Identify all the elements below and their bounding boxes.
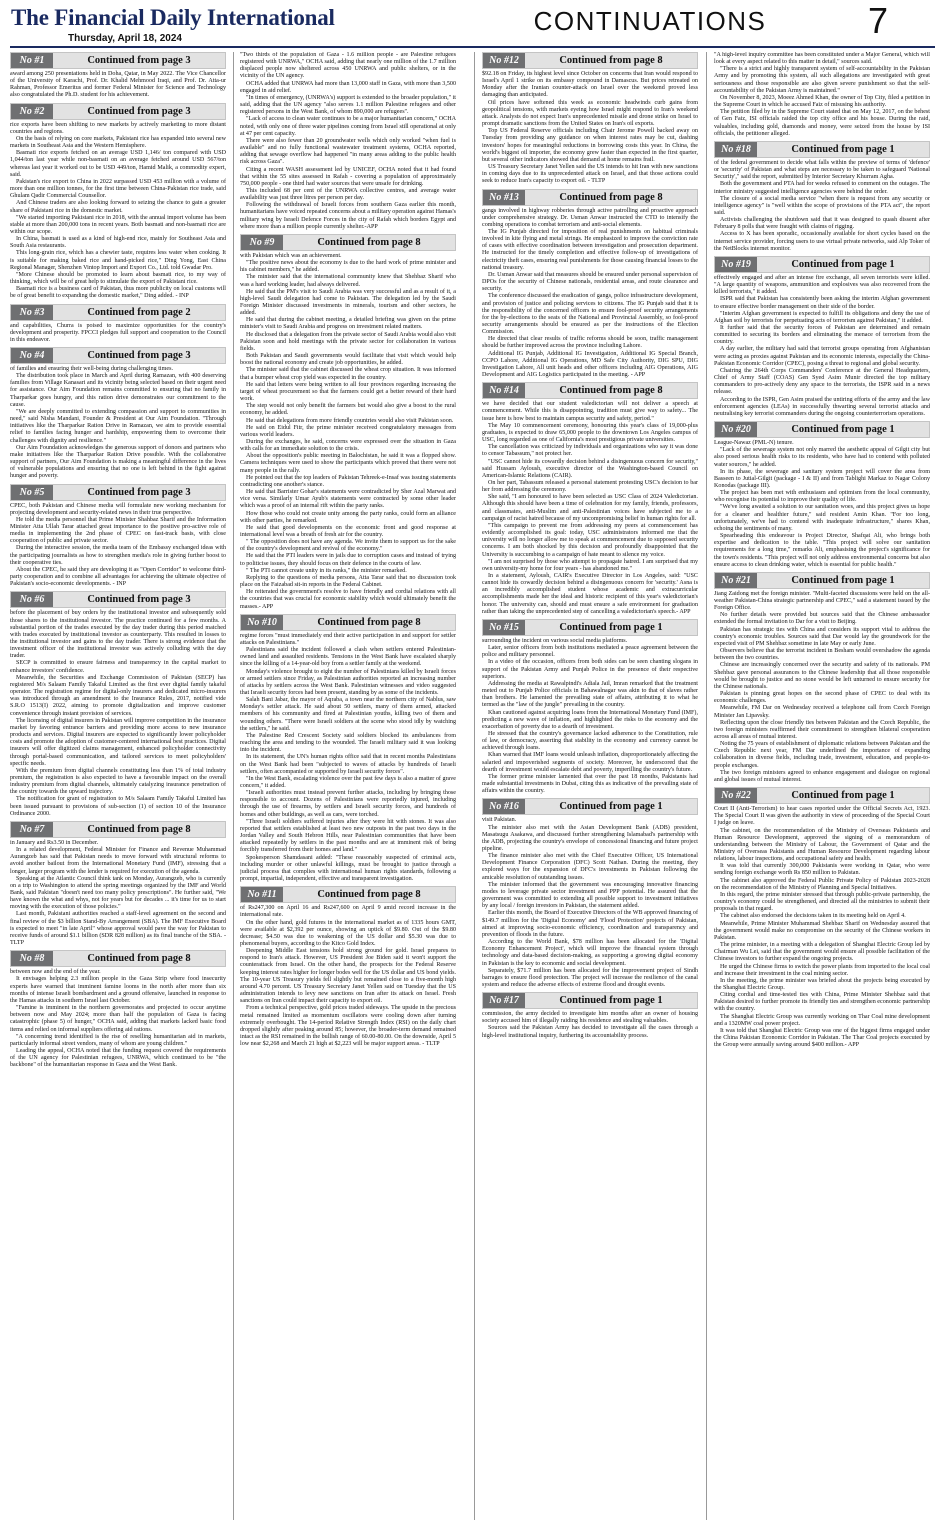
body-paragraph: It further said that the security forces of Pakistan are determined and remain committed to securing its borders and eliminating the menace of terrorism from the country. xyxy=(714,325,930,346)
body-paragraph: Khan cautioned against acquiring loans from the International Monetary Fund (IMF), predicting a new wave of inflation, and highlighted the risks to the economy and the exacerbation of poverty due to a dearth of investment. xyxy=(482,709,698,730)
masthead xyxy=(0,0,945,52)
body-paragraph: Citing a recent WASH assessment led by UNICEF, OCHA noted that it had found that within the 55 sites assessed in Rafah - covering a population of approximately 750,000 people - one third had water sources that were unsafe for drinking. xyxy=(240,166,456,187)
body-paragraph: of the federal government to decide what falls within the preview of terms of 'defence' or 'security' of Pakistan and what steps are necessary to be taken to safeguard 'National Security'," said the report, submitted by Interior Secretary Khurram Agha. xyxy=(714,159,930,181)
body-paragraph: How those who could not create unity among the party ranks, could form an alliance with other parties, he remarked. xyxy=(240,510,456,524)
body-paragraph: The step would not only benefit the farmers but would also give a boost to the rural economy, he added. xyxy=(240,403,456,417)
body-paragraph: visit Pakistan. xyxy=(482,817,517,824)
continued-from-label: Continued from page 8 xyxy=(87,823,191,835)
body-paragraph: He said that delegations from more friendly countries would also visit Pakistan soon. xyxy=(246,417,454,424)
body-paragraph: Replying to the questions of media persons, Atta Tarar said that no discussion took place on the Faizabad sit-in reports in the Federal Cabinet. xyxy=(240,574,456,589)
body-paragraph: He pointed out that the top leaders of Pakistan Tehreek-e-Insaf was issuing statements contradicting one another's stance. xyxy=(240,474,456,488)
body-paragraph: regime forces "must immediately end their active participation in and support for settler attacks on Palestinians." xyxy=(240,632,456,646)
body-paragraph: And Chinese traders are also looking forward to seizing the chance to gain a greater share of Pakistani rice in the domestic market. xyxy=(10,200,226,214)
body-paragraph: "I am not surprised by those who attempt to propagate hatred. I am surprised that my own university-my home for four years - has abandoned me." xyxy=(482,558,698,572)
body-paragraph: Palestinians said the incident followed a clash when settlers entered Palestinian-owned land and assaulted residents. Tensions in the West Bank have escalated sharply since the killing of a 14-year-old boy from a settler family at the weekend. xyxy=(240,647,456,668)
column-3 xyxy=(482,52,698,1520)
body-paragraph: During the exchanges, he said, concerns were expressed over the situation in Gaza with calls for an immediate solution to the crisis. xyxy=(240,438,456,453)
body-paragraph: "We are deeply committed to extending compassion and support to communities in need," said Nisha Mandani, Founder & President at Our Aim Foundation. "Through initiatives like the Tharparkar Ration Drive in Ramazan, we aim to provide essential relief to families facing hunger and hardship, empowering them to overcome their challenges with dignity and resilience." xyxy=(10,408,226,444)
story-number: No #8 xyxy=(11,951,53,966)
body-paragraph: According to the World Bank, $78 million has been allocated for the 'Digital Economy Enhancement Project', which will improve the financial system through technology and data-based decision-making, as supporting a growing digital economy in Pakistan is the key to economic and social development. xyxy=(482,939,698,967)
body-paragraph: of families and ensuring their well-being during challenging times. xyxy=(10,366,173,372)
continued-from-label: Continued from page 1 xyxy=(559,621,663,633)
body-paragraph: From a technical perspective, gold prices traded sideways. The upside in the precious metal remained limited as momentum oscillators were cooling down after turning extremely overbought. The 14-period Relative Strength Index (RSI) on the daily chart dropped slightly after peaking around 85; however, the broader-term demand remained intact as the RSI remained in the bullish range of 60.00-80.00. On the downside, April 5 low near $2,268 and March 21 high at $2,223 will be major support areas. - TLTP xyxy=(240,1005,456,1048)
continued-from-label: Continued from page 1 xyxy=(559,995,663,1007)
body-paragraph: Dr. Usman Anwar said that measures should be ensured under personal supervision of DPOs for the security of Chinese nationals, residential areas, and route clearance and security. xyxy=(482,271,698,293)
story-number: No #18 xyxy=(715,142,757,157)
continuation-header xyxy=(482,619,698,636)
continued-from-label: Continued from page 1 xyxy=(791,143,895,155)
continued-from-label: Continued from page 8 xyxy=(317,889,421,901)
story-number: No #11 xyxy=(241,887,283,902)
continuation-header xyxy=(10,103,226,120)
body-paragraph: He said that letters were being written to all four provinces regarding increasing the target of wheat procurement so that the farmers could get a better reward of their hard work. xyxy=(240,381,456,403)
masthead-rule xyxy=(10,46,935,48)
body-paragraph: With the premium from digital channels constituting less than 1% of total industry premium, the registration is also expected to have a favourable impact on the overall industry premium from digital channels, ultimately catalyzing insurance penetration of the country towards the upward trajectory. xyxy=(10,767,226,796)
dateline: Thursday, April 18, 2024 xyxy=(68,33,182,44)
body-paragraph: SECP is committed to ensure fairness and transparency in the capital market to enhance investors' confidence. xyxy=(10,660,226,674)
body-paragraph: In this regard, the prime minister stressed that through public-private partnership, the country's economy could be strengthened, and directed all the ministries to submit their proposals in that regard. xyxy=(714,891,930,913)
continued-from-label: Continued from page 3 xyxy=(87,105,191,117)
story-number: No #4 xyxy=(11,348,53,363)
body-paragraph: He stressed that the country's governance lacked adherence to the Constitution, rule of law, or democracy, asserting that stability in the economy and currency cannot be achieved through loans. xyxy=(482,730,698,752)
body-paragraph: In a related development, Federal Minister for Finance and Revenue Muhammad Aurangzeb has said that Pakistan needs to move forward with structural reforms to avoid another bailout from the International Monetary Fund (IMF), stressing that a longer, larger program with the lender is required for execution of the agenda. xyxy=(10,847,226,875)
body-paragraph: Addressing the media at Rawalpindi's Adiala Jail, Imran remarked that the treatment meted out to Punjab Police officials in Bahawalnagar was akin to that of slaves rather than brothers. He lamented the prevailing state of affairs, attributing it to what he termed as the "law of the jungle" prevailing in the country. xyxy=(482,680,698,709)
body-paragraph: The licensing of digital insurers in Pakistan will improve competition in the insurance market by favoring entrance barriers and providing more access to new insurance products and services. Digital insurers are expected to significantly lower policyholder costs and promote the adoption of customer-centered international best practices. Digital insurers will offer digitized claims management, enhanced policyholder connectivity through portal-based communication, and tailored services to meet policyholders' specific needs. xyxy=(10,717,226,767)
body-paragraph: In its phase, the sewerage and sanitary system project will cover the area from Basseen to Jutial-Gilgit (package - I & II) and from Tablighi Markaz to Nagar Colony Konodas (package III). xyxy=(714,468,930,489)
body-paragraph: Earlier this month, the Board of Executive Directors of the WB approved financing of $149.7 million for the 'Digital Economy' and 'Flood Protection' projects of Pakistan, aimed at improving socio-economic efficiency, coordination and transparency and prevention of floods in the future. xyxy=(482,910,698,938)
body-paragraph: "A concerning trend identified is the rise of reselling humanitarian aid in markets, particularly informal street vendors, many of whom are young children." xyxy=(10,1033,226,1047)
continuation-header xyxy=(714,572,930,589)
story-number: No #15 xyxy=(483,620,525,635)
body-paragraph: The two foreign ministers agreed to enhance engagement and dialogue on regional and global issues of mutual interest. xyxy=(714,769,930,783)
story xyxy=(240,234,456,611)
story-number: No #7 xyxy=(11,822,53,837)
body-paragraph: "This campaign to prevent me from addressing my peers at commencement has evidently accomplished its goal: today, USC administrators informed me that the university will no longer allow me to speak at commencement due to supposed security concerns. I am both shocked by this decision and profoundly disappointed that the University is succumbing to a campaign of hate meant to silence my voice. xyxy=(482,522,698,558)
body-paragraph: About the opposition's public meeting in Balochistan, he said it was a flopped show. Camera techniques were used to show the participants which proved that there were not many people in the rally. xyxy=(240,453,456,474)
continued-from-label: Continued from page 8 xyxy=(559,191,663,203)
body-paragraph: Separately, $71.7 million has been allocated for the improvement project of Sindh barrages to ensure flood protection. The project will increase the resilience of the canal system and reduce the adverse effects of extreme flood and drought events. xyxy=(482,967,698,988)
story-number: No #2 xyxy=(11,104,53,119)
body-paragraph: Leading the appeal, OCHA noted that the funding request covered the requirements of the UN agency for Palestinian refugees, UNRWA, which continued to be "the backbone" of the humanitarian response in Gaza and the West Bank. xyxy=(10,1047,226,1069)
body-paragraph: between now and the end of the year. xyxy=(10,969,101,976)
story xyxy=(240,614,456,883)
continued-from-label: Continued from page 1 xyxy=(791,258,895,270)
continuation-header xyxy=(10,484,226,501)
story xyxy=(482,992,698,1040)
body-paragraph: rice exports have been shifting to new markets by actively marketing to more distant countries and regions. xyxy=(10,121,226,135)
body-paragraph: He said that during the cabinet meeting, a detailed briefing was given on the prime minister's visit to Saudi Arabia and progress on investment related matters. xyxy=(240,317,456,331)
body-paragraph: On November 8, 2023, Moeez Ahmed Khan, the owner of Top City, filed a petition in the Supreme Court in which he accused Faiz of misusing his authority. xyxy=(714,94,930,109)
story xyxy=(714,787,930,1049)
body-paragraph: According to the ISPR, Gen Asim praised the untiring efforts of the army and the law enforcement agencies (LEAs) in successfully thwarting several terrorist attacks and neutralising key terrorist commanders during the ongoing counterterrorism operations. xyxy=(714,396,930,417)
body-paragraph: Chairing the 264th Corps Commanders' Conference at the General Headquarters, Chief of Army Staff (COAS) Gen Syed Asim Munir directed the top military commanders to pro-actively deny any space to the terrorists, the ISPR said in a news release. xyxy=(714,367,930,396)
continuation-header xyxy=(240,614,456,631)
continued-from-label: Continued from page 8 xyxy=(559,385,663,397)
body-paragraph: The May 10 commencement ceremony, honouring this year's class of 19,000-plus graduates, is expected to draw 65,000 people to the downtown Los Angeles campus of USC, long regarded as one of California's most prestigious private universities. xyxy=(482,422,698,444)
story xyxy=(714,52,930,138)
body-paragraph: The minister said that the international community knew that Shehbaz Sharif who was a hard working leader, had always delivered. xyxy=(240,274,456,288)
body-paragraph: Access to X has been sporadic, occasionally available for short cycles based on the internet service provider, forcing users to use virtual private networks, said Alp Toker of the NetBlocks internet monitor. xyxy=(714,231,930,252)
continued-from-label: Continued from page 3 xyxy=(87,55,191,66)
body-paragraph: "The positive news about the economy is due to the hard work of prime minister and his cabinet members," he added. xyxy=(240,260,456,274)
body-paragraph: He disclosed that a delegation from the private sector of Saudi Arabia would also visit Pakistan soon and hold meetings with the private sector for collaboration in various fields. xyxy=(240,331,456,352)
body-paragraph: The petition filed by in the Supreme Court stated that on May 12, 2017, on the behest of Gen Faiz, ISI officials raided the top city office and his house. During the raid, valuables, including gold, diamonds and money, were seized from the house by ISI officials, the petitioner alleged. xyxy=(714,109,930,137)
story-number: No #12 xyxy=(483,53,525,68)
story xyxy=(10,950,226,1069)
page-number: 7 xyxy=(868,0,889,41)
body-paragraph: This long-grain rice, which has a chewier taste, requires less water when cooking. It is suitable for making baked rice and hand-picked rice," Ding Yong, East China Regional Manager, Shenzhen Vintop Import and Export Co., Ltd. told Gwadar Pro. xyxy=(10,250,226,271)
column-4 xyxy=(714,52,930,1520)
body-paragraph: The cabinet, on the recommendation of the Ministry of Overseas Pakistanis and Human Resource Development, approved the signing of a memorandum of understanding between the Ministry of Labour, the Government of Qatar and the Ministry of Overseas Pakistanis and Human Resource Development regarding labour relations, labour inspections, and occupational safety and health. xyxy=(714,827,930,863)
body-paragraph: we have decided that our student valedictorian will not deliver a speech at commencement. While this is disappointing, tradition must give way to safety... The issue here is how best to maintain campus security and safety, period." xyxy=(482,401,698,422)
body-paragraph: "Three Israeli soldiers suffered injuries after they were hit with stones. It was also reported that settlers established at least two new outposts in the past two days in the Jordan Valley and South Hebron Hills, near Palestinian communities that have been attacked repeatedly by settlers in the past months and are at imminent risk of being forcibly transferred from their homes and land." xyxy=(240,818,456,854)
body-paragraph: It was told that Shanghai Electric Group was one of the biggest firms engaged under the China Pakistan Economic Corridor in Pakistan. The Thar Coal projects executed by the Group were annually saving around $400 million.- APP xyxy=(714,1027,930,1049)
body-paragraph: Basmati rice is a business card of Pakistan, thus more publicity on local customs will be of great benefit to expanding the domestic market," Ding added. - INP xyxy=(10,286,226,300)
body-paragraph: Oil prices have softened this week as economic headwinds curb gains from geopolitical tensions, with markets eyeing how Israel might respond to Iran's weekend attack. Analysts do not expect Iran's unprecedented missile and drone strike on Israel to prompt dramatic sanctions from the United States on Iran's oil exports. xyxy=(482,99,698,128)
story xyxy=(10,484,226,589)
body-paragraph: Pakistan has strategic ties with China and considers its support vital to address the country's economic troubles. Sources said that Dar would lay the groundwork for the expected visit of PM Shehbaz sometime in late May or early June. xyxy=(714,626,930,647)
body-paragraph: OCHA added that UNRWA had more than 13,000 staff in Gaza, with more than 3,500 engaged in aid relief. xyxy=(240,80,456,94)
continued-from-label: Continued from page 8 xyxy=(317,236,421,248)
body-paragraph: Both Pakistan and Saudi governments would facilitate that visit which would help boost the national economy and create job opportunities, he added. xyxy=(240,353,456,367)
continuation-header xyxy=(482,798,698,815)
body-paragraph: He directed that clear results of traffic reforms should be soon, traffic management should be further improved across the province including Lahore. xyxy=(482,336,698,350)
body-paragraph: In the meeting, the prime minister was briefed about the projects being executed by the Shanghai Electric Group. xyxy=(714,977,930,991)
body-paragraph: On the basis of relying on core markets, Pakistani rice has expanded into several new markets in Southeast Asia and the Western Hemisphere. xyxy=(10,135,226,150)
body-paragraph: The Palestine Red Crescent Society said soldiers blocked its ambulances from reaching the area and tending to the wounded. The Israeli military said it was looking into the incident. xyxy=(240,732,456,754)
story xyxy=(714,421,930,569)
story xyxy=(482,619,698,795)
body-paragraph: Basmati rice exports fetched on an average USD 1,146/ ton compared with USD 1,044/ton last year while non-basmati on an average fetched around USD 567/ton whereas last year it worked out to be USD 449/ton, Hamid Malik, a commodity expert, said. xyxy=(10,150,226,178)
body-paragraph: He told the media personnel that Prime Minister Shahbaz Sharif and the Information Minister Atta Ullah Tarar attached great importance to the positive pro-active role of media in implementing the 2nd phase of CPEC on fast-track basis, with close cooperation of public and private sector. xyxy=(10,516,226,545)
story-number: No #17 xyxy=(483,993,525,1008)
body-paragraph: In its statement, the UN's human rights office said that in recent months Palestinians on the West Bank had been "subjected to waves of attacks by hundreds of Israeli settlers, often accompanied or supported by Israeli security forces". xyxy=(240,754,456,775)
story xyxy=(240,886,456,1048)
body-paragraph: League-Nawaz (PML-N) tenure. xyxy=(714,440,794,447)
body-paragraph: Following the withdrawal of Israeli forces from southern Gaza earlier this month, humanitarians have voiced repeated concerns about a military operation against Hamas's military wing by Israeli Defence Forces in the city of Rafah which borders Egypt and where more than a million people currently shelter.-APP xyxy=(240,202,456,230)
body-paragraph: "Israeli authorities must instead prevent further attacks, including by bringing those responsible to account. Dozens of Palestinians were reportedly injured, including through the use of firearms, by settlers and Israeli security forces, and hundreds of homes and other buildings, as well as cars, were torched. xyxy=(240,790,456,818)
story-number: No #20 xyxy=(715,422,757,437)
body-paragraph: award among 250 presentations held in Doha, Qatar, in May 2022. The Vice Chancellor of the University of Karachi, Prof. Dr. Khalid Mehmood Iraqi, and Prof. Dr. Atta-ur Rahman, Professor Emeritus and former Federal Minister for Science and Technology also congratulated the Ph.D. student for his achievement. xyxy=(10,71,226,99)
body-paragraph: He said that the PTI leaders were in jails due to corruption cases and instead of trying to politicise issues, they should focus on their defence in the courts of law. xyxy=(240,553,456,567)
body-paragraph: CPEC, both Pakistan and Chinese media will formulate new working mechanism for projecting development and security-related news in their true perspective. xyxy=(10,502,226,516)
body-paragraph: Spokesperson Shamdasani added: "These reasonably suspected of criminal acts, including murder or other unlawful killings, must be brought to justice through a judicial process that complies with international human rights standards, following a prompt, impartial, independent, effective and transparent investigation. xyxy=(240,854,456,883)
body-paragraph: The project has been met with enthusiasm and optimism from the local community, who recognise its potential to improve their quality of life. xyxy=(714,490,930,504)
body-paragraph: He said that the PM's visit to Saudi Arabia was very successful and as a result of it, a high-level Saudi delegation had come to Pakistan. The delegation led by the Saudi Foreign Minister discussed investments in minerals, tourism and other sectors, he added. xyxy=(240,288,456,317)
body-paragraph: "Famine is imminent in the northern governorates and projected to occur anytime between now and May 2024; more than half the population of Gaza is facing catastrophic (phase 5) of hunger," OCHA said, adding that markets lacked basic food items and relied on informal suppliers offering aid rations. xyxy=(10,1005,226,1033)
story xyxy=(482,52,698,186)
body-paragraph: About the CPEC, he said they are developing it as "Open Corridor" to welcome third-party cooperation and to combine all advantages for achieving the ultimate objective of Pakistan's socio-economic developments. - INP xyxy=(10,566,226,588)
body-paragraph: The distribution took place in March and April during Ramazan, with 400 deserving families from Village Kanasari and its vicinity being selected based on their urgent need for assistance. Our Aim Foundation remains committed to ensuring that no family in Tharparkar goes hungry, and this ration drive demonstrates our commitment to the cause. xyxy=(10,373,226,408)
body-paragraph: US Treasury Secretary Janet Yellen said the US intends to hit Iran with new sanctions in coming days due to its unprecedented attack on Israel, and that those actions could seek to reduce Iran's capacity to export oil. - TLTP xyxy=(482,164,698,185)
body-paragraph: Salah Bani Jabar, the mayor of Aqraba, a town near the northern city of Nablus, saw Monday's settler attack. He said about 50 settlers, many of them armed, attacked members of his community and fired at Palestinian youths, killing two of them and wounding others. "There were Israeli soldiers at the scene who stood idly by watching the settlers," he said. xyxy=(240,697,456,732)
column-1 xyxy=(10,52,226,1520)
body-paragraph: The former prime minister lamented that over the past 18 months, Pakistanis had made substantial investments in Dubai, citing this as indicative of the prevailing state of affairs within the country. xyxy=(482,773,698,795)
story xyxy=(240,52,456,231)
body-paragraph: The cabinet also endorsed the decisions taken in its meeting held on April 4. xyxy=(720,913,906,920)
body-paragraph: "In the West Bank, escalating violence over the past few days is also a matter of grave concern," it added. xyxy=(240,775,456,789)
continuation-header xyxy=(240,234,456,251)
body-paragraph: Activists challenging the shutdown said that it was designed to quash dissent after February 8 polls that were fraught with claims of rigging. xyxy=(714,217,930,231)
body-paragraph: "We started importing Pakistani rice in 2018, with the annual import volume has been stable at more than 200,000 tons in recent years. Both basmati and non-basmati rice are within our scope. xyxy=(10,214,226,235)
body-paragraph: before the placement of buy orders by the institutional investor and subsequently sold those shares to the institutional investor. The practice continued for a few months. A substantial portion of the trades executed by the day trader during this period matched with trades executed by institutional investor as counterparty. This resulted in losses to the institutional investor and gains to the day trader. There is strong evidence that the investment officer of the institutional investor was actively colluding with the day trader. xyxy=(10,610,226,660)
body-paragraph: The finance minister also met with the Chief Executive Officer, US International Development Finance Corporation (DFC) Scott Nathan. During the meeting, they explored ways for the expansion of DFC's investments in Pakistan following the amicable resolution of outstanding issues. xyxy=(482,853,698,881)
body-paragraph: "We've long awaited a solution to our sanitation woes, and this project gives us hope for a cleaner and healthier future," said resident Amin Khan. "For too long, unfortunately, we've had to contend with inadequate infrastructure," shares Khan, echoing the sentiments of many. xyxy=(714,504,930,532)
body-paragraph: Last month, Pakistani authorities reached a staff-level agreement on the second and final review of the $3 billion Stand-By Arrangement (SBA). The IMF Executive Board is expected to meet "in late April" whose approval would pave the way for Pakistan to receive funds of around $1.1 billion (SDR 828 million) as its final tranche of the SBA. - TLTP xyxy=(10,911,226,947)
body-paragraph: "There is a strict and highly transparent system of self-accountability in the Pakistan Army and by promoting this system, all such allegations are investigated with great seriousness and those responsible are also given severe punishment so that the self-accountability of the Pakistan Army is maintained." xyxy=(714,66,930,94)
continuation-header xyxy=(10,950,226,967)
continued-from-label: Continued from page 3 xyxy=(87,594,191,606)
body-paragraph: The minister said that the cabinet discussed the wheat crop situation. It was informed that a bumper wheat crop yield was expected in the country. xyxy=(240,367,456,381)
continuation-header xyxy=(10,821,226,838)
body-paragraph: Pakistan's rice export to China in 2022 surpassed USD 453 million with a volume of more than one million tonnes, for the first time between China-Pakistan rice trade, said Ghulam Qadir Commercial Counsellor. xyxy=(10,178,226,200)
continuation-header xyxy=(10,591,226,608)
continued-from-label: Continued from page 8 xyxy=(559,55,663,66)
continued-from-label: Continued from page 3 xyxy=(87,350,191,361)
body-paragraph: Speaking at the Atlantic Council think tank on Monday, Aurangzeb, who is currently on a trip to Washington to attend the spring meetings organized by the IMF and World Bank, said Pakistan "doesn't need too many policy prescriptions". He further said, "We have known the what and whys, not for years but for decades ... it's time for us to start moving with the execution of those policies." xyxy=(10,875,226,911)
paper-name: The Financial Daily International xyxy=(11,5,335,30)
body-paragraph: Meanwhile, the Securities and Exchange Commission of Pakistan (SECP) has registered M/s Salaam Family Takaful Limited as the first ever digital family takaful operator. The registration regime for digital-only insurers and dedicated micro-insurers was introduced through an amendment to the Insurance Rules, 2017, notified vide S.R.O 1513(I) 2022, aiming to promote digitalization and improve customer convenience through instant provision of services. xyxy=(10,674,226,717)
story xyxy=(10,52,226,100)
continuation-header xyxy=(10,52,226,69)
body-paragraph: The Shanghai Electric Group was currently working on Thar Coal mine development and a 1320MW coal power project. xyxy=(714,1013,930,1027)
body-paragraph: and capabilities, Churra is poised to maximize opportunities for the country's development and prosperity. FPCCI pledges full support and cooperation to the Council in this endeavor. xyxy=(10,322,226,343)
story-number: No #19 xyxy=(715,257,757,272)
story xyxy=(10,103,226,301)
body-paragraph: Noting the 75 years of establishment of diplomatic relations between Pakistan and the Czech Republic next year, FM Dar underlined the importance of expanding collaboration in diverse fields, including trade, investment, education, and people-to-people exchanges. xyxy=(714,741,930,769)
body-paragraph: She said, "I am honoured to have been selected as USC Class of 2024 Valedictorian. Although this should have been a time of celebration for my family, friends, professors, and classmates, anti-Muslim and anti-Palestinian voices have subjected me to a campaign of racist hatred because of my uncompromising belief in human rights for all. xyxy=(482,494,698,522)
body-paragraph: He said that good developments on the economic front and good response at international level was a breath of fresh air for the country. xyxy=(240,524,456,538)
story-number: No #16 xyxy=(483,799,525,814)
body-paragraph: Both the government and PTA had for weeks refused to comment on the outages. The interior ministry suggested intelligence agencies were behind the order. xyxy=(714,181,930,195)
column-divider xyxy=(474,52,475,1520)
body-paragraph: surrounding the incident on various social media platforms. xyxy=(482,637,628,644)
story-number: No #13 xyxy=(483,190,525,205)
continuation-header xyxy=(482,52,698,69)
body-paragraph: "More Chinese should be promoted to learn about basmati rice, to my way of thinking, which will be of great help to stimulate the export of Pakistani rice. xyxy=(10,271,226,286)
continued-from-label: Continued from page 1 xyxy=(559,801,663,813)
body-paragraph: The cancellation was criticized by individuals and organizations who say it was done to censor Tabassum," not protect her. xyxy=(482,444,698,458)
body-paragraph: Our Aim Foundation acknowledges the generous support of donors and partners who make initiatives like the Tharparkar Ration Drive possible. With the collaborative support of partners, Our Aim Foundation is making a meaningful difference in the lives of vulnerable populations and ensuring that no one is left behind in the fight against hunger and poverty. xyxy=(10,444,226,480)
body-paragraph: Deepening Middle East tensions hold strong ground for gold. Israel prepares to respond to Iran's attack. However, US President Joe Biden said it won't support the counterattack from Israel. On the other hand, the prospects for the Federal Reserve keeping interest rates higher for longer bodes well for the US dollar and US bond yields. The 10-year US Treasury yields fell slightly but remained close to a five-month high around 4.70 percent. US Treasury Secretary Janet Yellen said on Tuesday that the US administration intends to levy new sanctions on Iran after its attack on Israel. Fresh sanctions on Iran could impact their capacity to export oil. xyxy=(240,948,456,1005)
body-paragraph: "Lack of the sewerage system not only marred the aesthetic appeal of Gilgit city but also posed serious health risks to its residents, who have had to contend with polluted water sources," he added. xyxy=(714,447,930,468)
story xyxy=(482,382,698,616)
body-paragraph: ISPR said that Pakistan has consistently been asking the interim Afghan government to ensure effective border management on their side of the border. xyxy=(714,296,930,310)
body-paragraph: Top US Federal Reserve officials including Chair Jerome Powell backed away on Tuesday from providing any guidance on when interest rates may be cut, dashing investors' hopes for meaningful reductions in borrowing costs this year. In China, the world's biggest oil importer, the economy grew faster than expected in the first quarter, but several other indicators showed that demand at home remains frail. xyxy=(482,128,698,163)
continuation-header xyxy=(714,141,930,158)
story xyxy=(10,591,226,818)
story xyxy=(10,304,226,344)
continuation-header xyxy=(482,189,698,206)
body-paragraph: Meanwhile, Prime Minister Muhammad Shehbaz Sharif on Wednesday assured that the government would make no compromise on the security of the Chinese workers in Pakistan. xyxy=(714,920,930,941)
body-paragraph: Jiang Zaidong met the foreign minister. "Multi-faceted discussions were held on the all-weather Pakistan-China strategic partnership and CPEC," said a statement issued by the Foreign Office. xyxy=(714,590,930,612)
body-paragraph: "In times of emergency, (UNRWA's) support is extended to the broader population," it said, adding that the UN agency "also serves 1.1 million Palestine refugees and other registered persons in the West Bank, of whom 890,000 are refugees". xyxy=(240,94,456,116)
body-paragraph: " The PTI cannot create unity in its ranks," the minister remarked. xyxy=(246,567,407,574)
body-paragraph: "A high-level inquiry committee has been constituted under a Major General, which will look at every aspect related to this matter in detail," sources said. xyxy=(714,52,930,66)
body-paragraph: On her part, Tabassum released a personal statement protesting USC's decision to bar her from addressing the ceremony. xyxy=(482,479,698,494)
story-number: No #10 xyxy=(241,615,283,630)
story xyxy=(10,821,226,947)
story xyxy=(482,189,698,380)
body-paragraph: " The opposition does not have any agenda. We invite them to support us for the sake of the country's development and revival of the economy." xyxy=(240,539,456,553)
body-paragraph: Sources said the Pakistan Army has decided to investigate all the cases through a high-level institutional inquiry, furthering its accountability process. xyxy=(482,1025,698,1039)
body-paragraph: commission, the army decided to investigate him months after an owner of housing society accused him of illegally raiding his residence and stealing valuables. xyxy=(482,1011,698,1025)
body-paragraph: Observers believe that the terrorist incident in Besham would overshadow the agenda between the two countries. xyxy=(714,648,930,662)
section-title: CONTINUATIONS xyxy=(533,6,767,36)
continuation-header xyxy=(240,886,456,903)
continuation-header xyxy=(714,421,930,438)
body-paragraph: In a video of the occasion, officers from both sides can be seen chanting slogans in support of the Pakistan Army and Punjab Police in the presence of their respective superiors. xyxy=(482,659,698,680)
body-paragraph: On the other hand, gold futures in the international market as of 1335 hours GMT, were available at $2,392 per ounce, showing an uptick of $9.80. Out of the $9.80 decrease; $4.50 was due to weakening of the US dollar and $5.30 was due to phenomenal buyers, according to the Kitco Gold Index. xyxy=(240,919,456,947)
body-paragraph: The minister also met with the Asian Development Bank (ADB) president, Masatsugu Asakawa, and discussed further strengthening Islamabad's partnership with the ADB, projecting the country's envelope of concessional financing and future project pipeline. xyxy=(482,824,698,852)
column-2 xyxy=(240,52,456,1520)
body-paragraph: The prime minister, in a meeting with a delegation of Shanghai Electric Group led by Chairman Wu Lei, said that the government would ensure all possible facilitation of the Chinese investors to further expand the ongoing projects. xyxy=(714,942,930,963)
story-number: No #6 xyxy=(11,592,53,607)
continuation-header xyxy=(714,256,930,273)
body-paragraph: "Interim Afghan government is expected to fulfill its obligations and deny the use of Afghan soil by terrorists for perpetuating acts of terrorism against Pakistan," it added. xyxy=(714,310,930,324)
body-paragraph: Citing cordial and time-tested ties with China, Prime Minister Shehbaz said that Pakistan desired to further promote its friendly ties and strengthen economic partnership with the country. xyxy=(714,992,930,1013)
body-paragraph: It was told that currently 300,000 Pakistanis were working in Qatar, who were sending foreign exchange worth Rs 850 million to Pakistan. xyxy=(714,863,930,877)
body-paragraph: effectively engaged and after an intense fire exchange, all seven terrorists were killed. "A large quantity of weapons, ammunition and explosives was also recovered from the killed terrorists," it added. xyxy=(714,274,930,296)
continued-from-label: Continued from page 8 xyxy=(87,953,191,965)
body-paragraph: "Lack of access to clean water continues to be a major humanitarian concern," OCHA noted, with only one of three water pipelines coming from Israel still operational at only at 47 per cent capacity. xyxy=(240,116,456,137)
column-divider xyxy=(233,52,234,1520)
continued-from-label: Continued from page 8 xyxy=(317,616,421,628)
story-number: No #5 xyxy=(11,485,53,500)
continuation-header xyxy=(482,382,698,399)
body-paragraph: The conference discussed the eradication of gangs, police infrastructure development, and provision of justice and policing services to citizens. The IG Punjab said that it is the responsibility of the concerned officers to ensure fool-proof security arrangements for the by-elections to the seats of the National and Provincial Assembly, so fool-proof security arrangements should be ensured as per the instructions of the Election Commission. xyxy=(482,293,698,336)
body-paragraph: The cabinet also approved the Federal Public Private Policy of Pakistan 2023-2028 on the recommendation of the Ministry of Planning and Special Initiatives. xyxy=(714,877,930,891)
body-paragraph: Monday's violence brought to eight the number of Palestinians killed by Israeli forces or armed settlers since Friday, as Palestinian authorities reported an increasing number of attacks by settlers across the West Bank. Palestinian witnesses and video suggested that Israeli security forces had been present, standing by as some of the incidents. xyxy=(240,668,456,696)
body-paragraph: The minister informed that the government was encouraging innovative financing modes to leverage private sector investment and PPP potential. He assured that the government was committed to extending all possible support to investment initiatives by any local / foreign investors in Pakistan, the statement added. xyxy=(482,881,698,910)
continuation-header xyxy=(714,787,930,804)
story-number: No #9 xyxy=(241,235,283,250)
body-paragraph: In a statement, Ayloush, CAIR's Executive Director in Los Angeles, said: "USC cannot hide its cowardly decision behind a disingenuous concern for 'security.' Asna is an incredibly accomplished student whose academic and extracurricular accomplishments made her the ideal and historic recipient of this year's valedictorian's honor. The university can, should and must ensure a safe environment for graduation rather than taking the unprecedented step of cancelling a valedictorian's speech.- APP xyxy=(482,573,698,615)
body-paragraph: Later, senior officers from both institutions mediated a peace agreement between the police and military personnel. xyxy=(482,645,698,659)
story-number: No #1 xyxy=(11,53,53,68)
body-paragraph: During the interactive session, the media team of the Embassy exchanged ideas with the participating journalists as how to strengthen media's role in giving further boost to their cooperative ties. xyxy=(10,545,226,566)
story-number: No #3 xyxy=(11,305,53,320)
body-paragraph: He said that Barrister Gohar's statements were contradicted by Sher Azal Marwat and vice versa. Similarly Umar Ayub's statements were contracted by some other leader which was a proof of an internal rift within the party ranks. xyxy=(240,489,456,510)
body-paragraph: Spearheading this endeavour is Project Director, Shafqat Ali, who brings both expertise and dedication to the table. "This project will solve our sanitation requirements for a long time," remarks Ali, emphasising the project's significance for the town's residents. "This project will not only address environmental concerns but also ensure access to clean drinking water, which is essential for public health." xyxy=(714,533,930,568)
body-paragraph: Reflecting upon the close friendly ties between Pakistan and the Czech Republic, the two foreign ministers reaffirmed their commitment to strengthen bilateral cooperation across all areas of mutual interest. xyxy=(714,719,930,740)
body-paragraph: Chinese are increasingly concerned over the security and safety of its nationals. PM Shehbaz gave personal assurances to the Chinese leadership that all those responsible would be brought to justice and no stone would be left unturned to ensure security for the Chinese nationals. xyxy=(714,662,930,690)
body-paragraph: He reiterated the government's resolve to have friendly and cordial relations with all the countries that was crucial for economic stability which would ultimately benefit the masses.- APP xyxy=(240,589,456,610)
continued-from-label: Continued from page 1 xyxy=(791,790,895,802)
body-paragraph: gangs involved in highway robberies through active patrolling and proactive approach under comprehensive strategy. Dr. Usman Anwar instructed the CTD to intensify the combing operations to combat terrorism and anti-social elements. xyxy=(482,207,698,228)
continuation-header xyxy=(10,304,226,321)
body-paragraph: No further details were provided but sources said that the Chinese ambassador extended the formal invitation to Dar for a visit to Beijing. xyxy=(714,612,930,626)
story xyxy=(10,347,226,481)
continued-from-label: Continued from page 3 xyxy=(87,486,191,498)
story xyxy=(482,798,698,989)
body-paragraph: He said on Eidul Fitr, the prime minister received congratulatory messages from various world leaders. xyxy=(240,424,456,438)
continued-from-label: Continued from page 1 xyxy=(791,574,895,586)
body-paragraph: Pakistan is pinning great hopes on the second phase of CPEC to deal with its economic challenges. xyxy=(714,691,930,705)
column-divider xyxy=(706,52,707,1520)
body-paragraph: In China, basmati is used as a kind of high-end rice, mainly for Southeast Asia and South Asia restaurants. xyxy=(10,236,226,250)
body-paragraph: of Rs247,300 on April 16 and Rs247,600 on April 9 amid record increase in the international rate. xyxy=(240,905,456,919)
story xyxy=(714,572,930,784)
body-paragraph: A day earlier, the military had said that terrorist groups operating from Afghanistan were acting as proxies against Pakistan and its economic interests, especially the China-Pakistan Economic Corridor (CPEC), posing a threat to regional and global security. xyxy=(714,346,930,367)
body-paragraph: This included 68 per cent of the UNRWA collective centres, and average water availability was just three litres per person per day. xyxy=(240,187,456,202)
body-paragraph: "Two thirds of the population of Gaza - 1.6 million people - are Palestine refugees registered with UNRWA," OCHA said, adding that nearly one million of the 1.7 million displaced people now sheltered across 450 UNRWA and public shelters, or in the vicinity of the UN agency. xyxy=(240,52,456,80)
story xyxy=(714,256,930,418)
body-paragraph: with Pakistan which was an achievement. xyxy=(240,252,342,259)
story-number: No #21 xyxy=(715,573,757,588)
body-paragraph: There were also fewer than 20 groundwater wells which only worked "when fuel is available" and no fully functional wastewater treatment systems, OCHA reported, adding that sewage overflow had happened "in many areas adding to the public health risk across Gaza". xyxy=(240,137,456,166)
body-paragraph: Court II (Anti-Terrorism) to hear cases reported under the Official Secrets Act, 1923. The Special Court II was given the authority in view of proceeding of the Special Court I judge on leave. xyxy=(714,806,930,827)
story-number: No #22 xyxy=(715,788,757,803)
body-paragraph: "USC cannot hide its cowardly decision behind a disingenuous concern for security," said Hussam Ayloush, executive director of the Washington-based Council on American-Islamic Relations (CAIR). xyxy=(482,458,698,479)
body-paragraph: Khan warned that IMF loans would unleash inflation, disproportionately affecting the salaried and impoverished segments of society. Moreover, he underscored that the dearth of investment would escalate debt and poverty, imperilling the country's future. xyxy=(482,752,698,773)
body-paragraph: Additional IG Punjab, Additional IG Investigation, Additional IG Special Branch, CCPO Lahore, Additional IG Operations, MD Safe City Authority, DIG SPU, DIG Investigation Lahore, All unit heads and other officers including AIG Operations, AIG Development and AIG Logistics participated in the meeting. - APP xyxy=(482,350,698,379)
story-number: No #14 xyxy=(483,383,525,398)
body-paragraph: He urged the Chinese firms to switch the power plants from imported to the local coal and increase their investment in the coal mining sector. xyxy=(714,963,930,977)
continued-from-label: Continued from page 1 xyxy=(791,424,895,436)
body-paragraph: The closure of a social media service "when there is request from any security or intelligence agency" is "well within the scope of provisions of the PTA act", the report said. xyxy=(714,195,930,216)
body-paragraph: in January and Rs3.50 in December. xyxy=(10,839,99,846)
continuation-header xyxy=(482,992,698,1009)
continuation-header xyxy=(10,347,226,364)
body-paragraph: The notification for grant of registration to M/s Salaam Family Takaful Limited has been issued pursuant to provisions of sub-section (1) of section 10 of the Insurance Ordinance 2000. xyxy=(10,796,226,817)
body-paragraph: $92.18 on Friday, its highest level since October on concerns that Iran would respond to Israel's April 1 strike on its embassy compound in Damascus. But prices retreated on Monday after the Iranian counter-attack on Israel over the weekend proved less damaging than anticipated. xyxy=(482,71,698,99)
continued-from-label: Continued from page 2 xyxy=(87,306,191,318)
body-paragraph: The IG Punjab directed for imposition of real punishments on habitual criminals involved in kite flying and metal strings. He emphasized to improve the conviction rate of cases with effective coordination between investigation and prosecution department. He instructed for the timely completion and effective follow-up of investigations of electricity theft cases, ensuring real punishments for those causing financial losses to the national treasury. xyxy=(482,228,698,271)
story xyxy=(714,141,930,253)
body-paragraph: Meanwhile, FM Dar on Wednesday received a telephone call from Czech Foreign Minister Jan Lipavsky. xyxy=(714,705,930,719)
body-paragraph: It envisages helping 2.3 million people in the Gaza Strip where food insecurity experts have warned that imminent famine looms in the north after more than six months of intense Israeli bombardment and a ground offensive, launched in response to the Hamas attacks in southern Israel last October. xyxy=(10,976,226,1004)
